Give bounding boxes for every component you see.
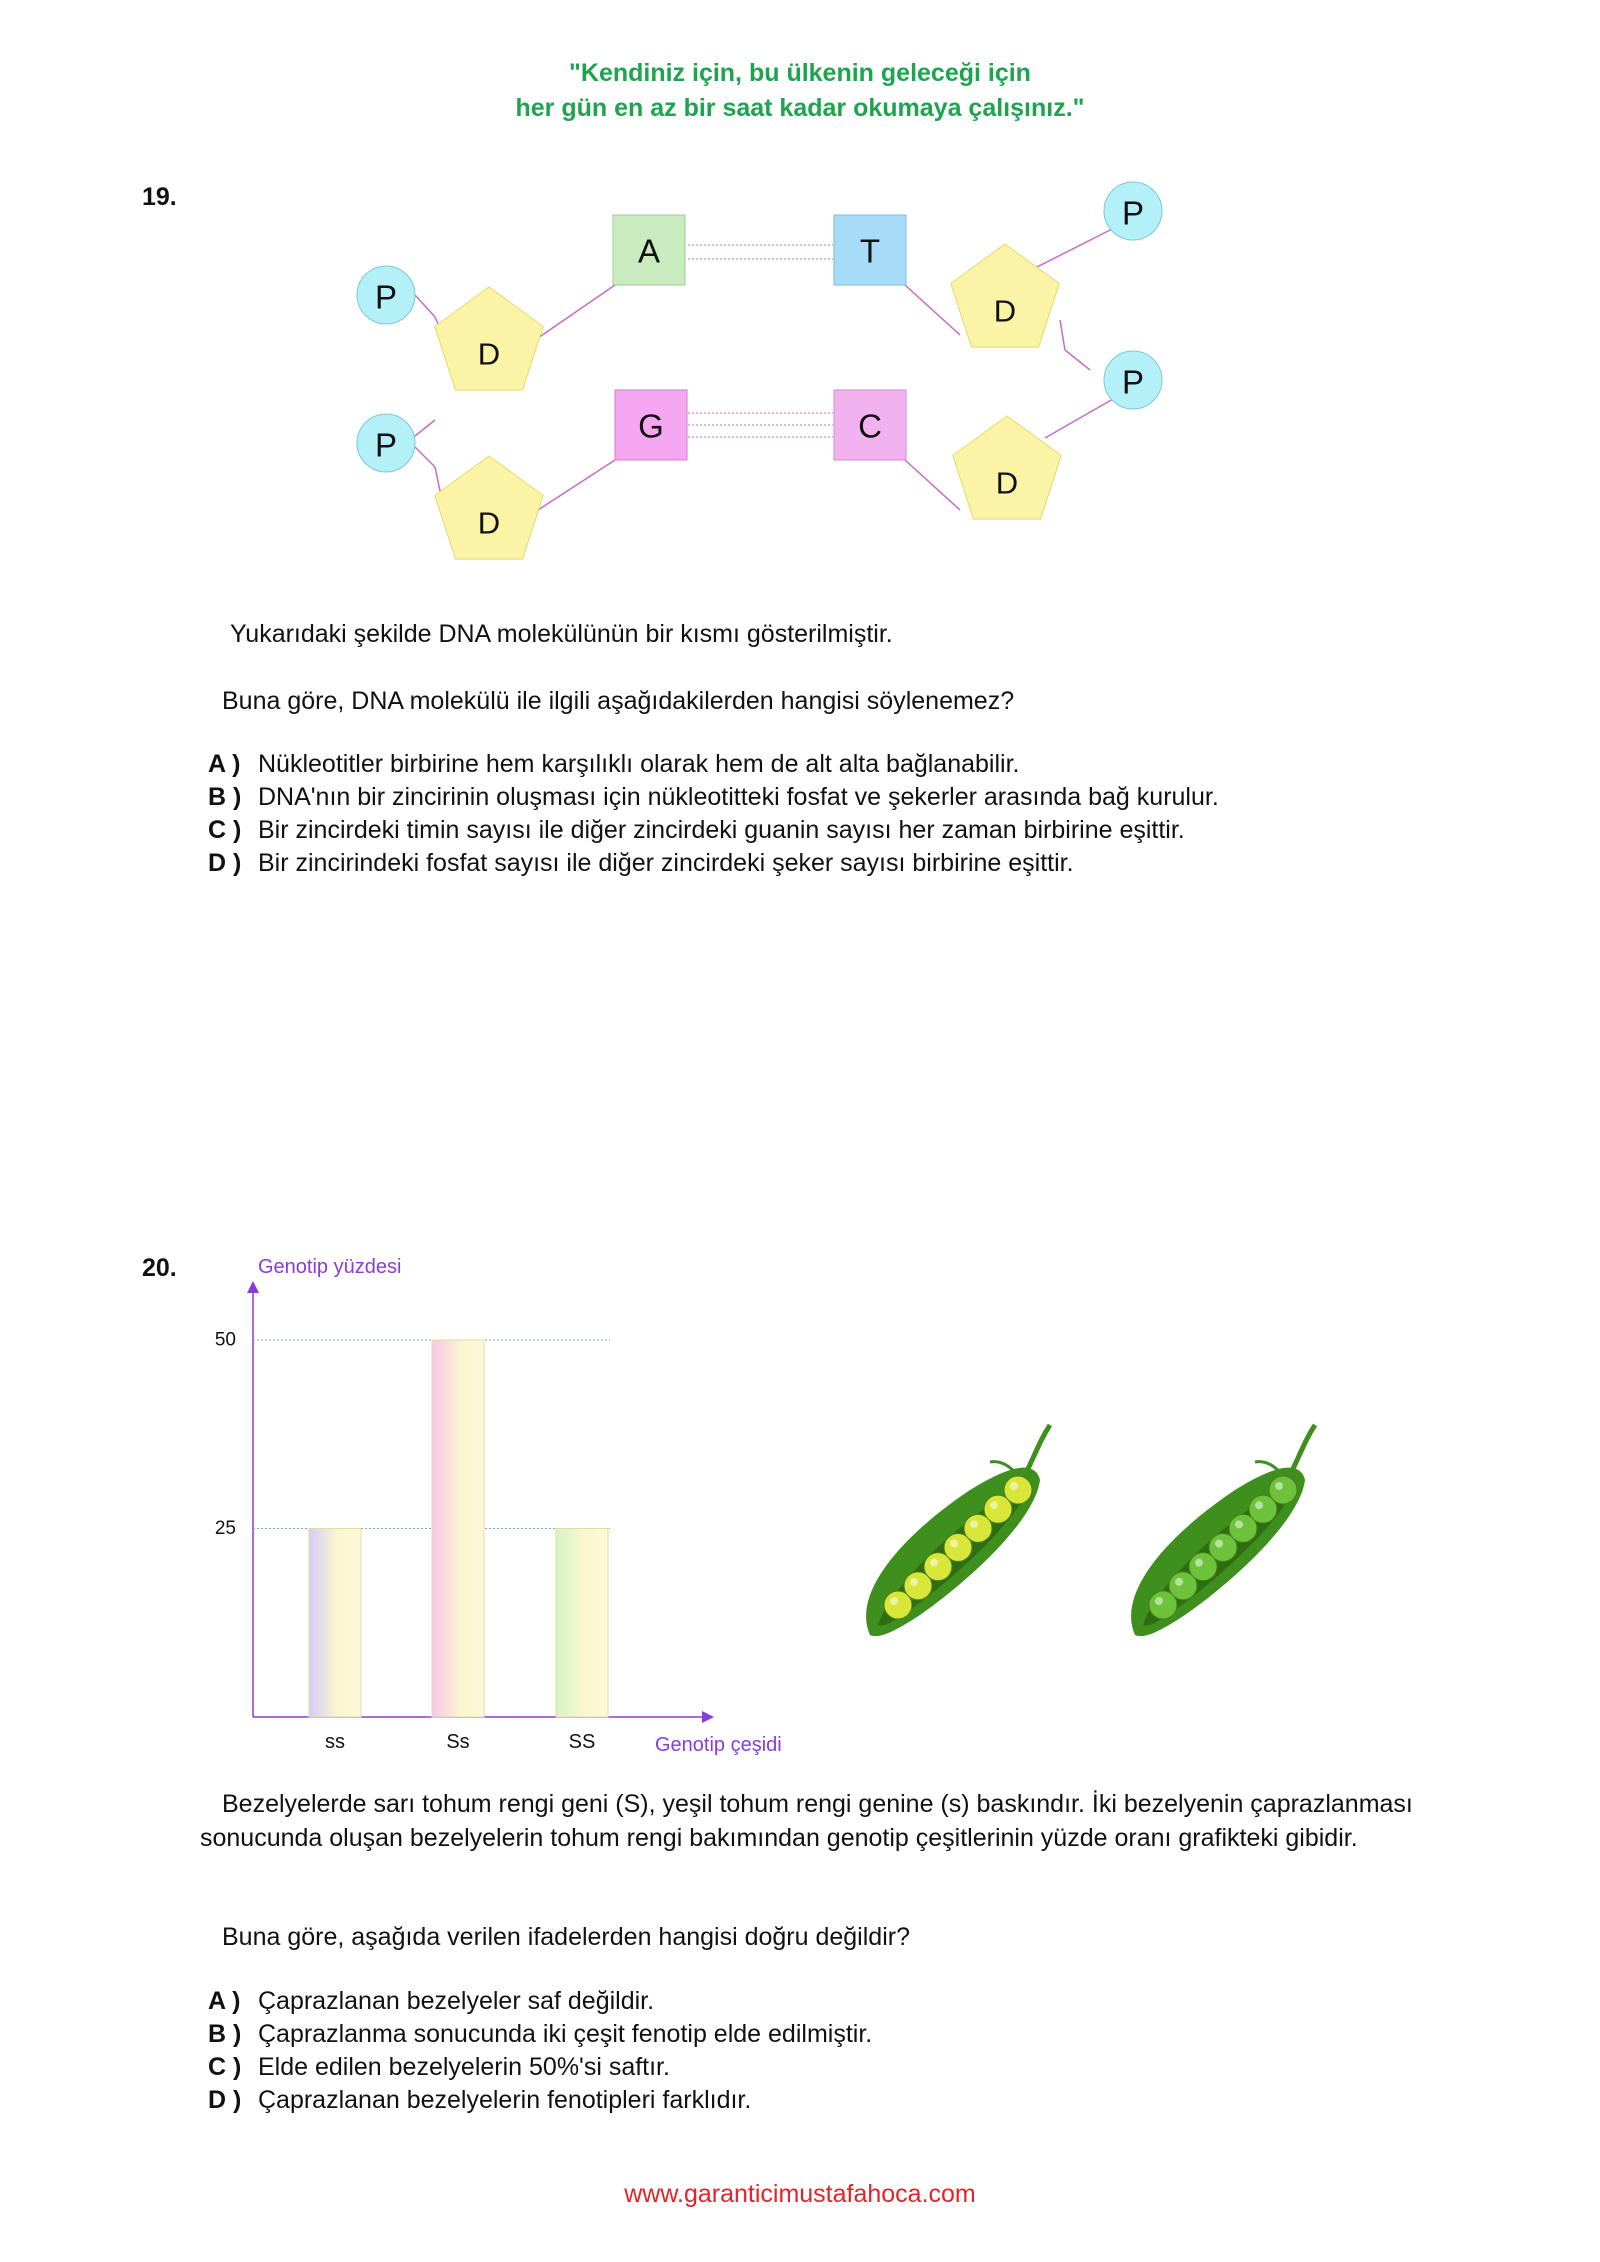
pea-highlight	[910, 1578, 918, 1586]
pea-highlight	[1235, 1520, 1243, 1528]
question-20-number: 20.	[142, 1254, 177, 1282]
pea-highlight	[1010, 1482, 1018, 1490]
pea-highlight	[1155, 1597, 1163, 1605]
pea-highlight	[1255, 1501, 1263, 1509]
x-axis-arrow	[702, 1711, 714, 1723]
x-tick-label: Ss	[446, 1731, 470, 1753]
sugar-left-top-label: D	[477, 336, 501, 372]
x-axis-label: Genotip çeşidi	[655, 1734, 782, 1756]
bond-line	[415, 295, 435, 317]
bond-line	[905, 460, 960, 510]
phosphate-right-bottom-label: P	[1121, 363, 1145, 401]
q20-option-d[interactable]: D ) Çaprazlanan bezelyelerin fenotipleri farklıdır.	[208, 2086, 752, 2114]
bar-SS	[556, 1529, 608, 1718]
question-20-stem: Buna göre, aşağıda verilen ifadelerden hangisi doğru değildir?	[222, 1923, 910, 1951]
bond-line	[538, 460, 615, 510]
bar-ss	[309, 1529, 361, 1718]
pea	[1004, 1476, 1032, 1504]
pea-highlight	[1275, 1482, 1283, 1490]
question-19-number: 19.	[142, 183, 177, 211]
pea-highlight	[930, 1559, 938, 1567]
base-g-label: G	[638, 407, 664, 445]
y-tick-label: 25	[214, 1518, 236, 1539]
pea-highlight	[990, 1501, 998, 1509]
phosphate-right-top-label: P	[1121, 194, 1145, 232]
pea-pods-illustration	[850, 1420, 1330, 1650]
q20-option-b[interactable]: B ) Çaprazlanma sonucunda iki çeşit fenotip elde edilmiştir.	[208, 2020, 873, 2048]
question-19-stem: Buna göre, DNA molekülü ile ilgili aşağıdakilerden hangisi söylenemez?	[222, 687, 1015, 715]
motivational-header	[0, 56, 1600, 126]
q19-option-b[interactable]: B ) DNA'nın bir zincirinin oluşması için nükleotitteki fosfat ve şekerler arasında bağ kurulur.	[208, 783, 1219, 811]
q20-option-c[interactable]: C ) Elde edilen bezelyelerin 50%'si saftır.	[208, 2053, 670, 2081]
y-axis-label: Genotip yüzdesi	[258, 1256, 402, 1278]
y-axis-arrow	[247, 1281, 259, 1293]
pea-highlight	[890, 1597, 898, 1605]
question-19-options	[208, 748, 1508, 880]
base-t-label: T	[859, 232, 881, 270]
yellow-peas-pod	[866, 1425, 1050, 1636]
bond-line	[1035, 225, 1120, 268]
question-20-intro: Bezelyelerde sarı tohum rengi geni (S), yeşil tohum rengi genine (s) baskındır. İki bezelyenin çaprazlanması sonucunda oluşan bezelyelerin tohum rengi bakımından genotip çeşitlerinin yüzde oranı grafikteki gibidir.	[200, 1790, 1413, 1852]
bond-line	[415, 447, 435, 467]
footer-website[interactable]: www.garanticimustafahoca.com	[624, 2180, 976, 2208]
header-line-1: "Kendiniz için, bu ülkenin geleceği için	[569, 59, 1031, 87]
base-a-label: A	[637, 232, 661, 270]
sugar-right-top-label: D	[993, 293, 1017, 329]
pea	[1269, 1476, 1297, 1504]
bar-Ss	[432, 1340, 484, 1717]
pea-highlight	[950, 1540, 958, 1548]
sugar-right-bottom-label: D	[995, 465, 1019, 501]
phosphate-left-top-label: P	[374, 278, 398, 316]
bond-line	[1065, 350, 1090, 370]
q19-option-a[interactable]: A ) Nükleotitler birbirine hem karşılıklı olarak hem de alt alta bağlanabilir.	[208, 750, 1020, 778]
green-peas-pod	[1131, 1425, 1315, 1636]
q19-option-c[interactable]: C ) Bir zincirdeki timin sayısı ile diğer zincirdeki guanin sayısı her zaman birbirine eşittir.	[208, 816, 1185, 844]
pea-highlight	[970, 1520, 978, 1528]
phosphate-left-bottom-label: P	[374, 426, 398, 464]
pod-stem	[1025, 1425, 1050, 1475]
pod-stem	[1290, 1425, 1315, 1475]
bond-line	[1060, 320, 1065, 350]
header-line-2: her gün en az bir saat kadar okumaya çalışınız."	[515, 94, 1085, 122]
genotype-bar-chart	[190, 1245, 830, 1765]
dna-diagram	[300, 160, 1200, 580]
bond-line	[1045, 395, 1120, 438]
base-c-label: C	[858, 407, 882, 445]
bond-line	[538, 285, 615, 338]
q19-option-d[interactable]: D ) Bir zincirindeki fosfat sayısı ile diğer zincirdeki şeker sayısı birbirine eşittir.	[208, 849, 1074, 877]
question-20-options	[208, 1985, 1508, 2117]
pea-highlight	[1215, 1540, 1223, 1548]
pea-highlight	[1175, 1578, 1183, 1586]
x-tick-label: SS	[568, 1731, 596, 1753]
q20-option-a[interactable]: A ) Çaprazlanan bezelyeler saf değildir.	[208, 1987, 655, 2015]
question-19-intro: Yukarıdaki şekilde DNA molekülünün bir kısmı gösterilmiştir.	[230, 620, 893, 648]
bond-line	[905, 285, 960, 335]
y-tick-label: 50	[214, 1329, 236, 1351]
x-tick-label: ss	[325, 1731, 345, 1753]
sugar-left-bottom-label: D	[477, 505, 501, 541]
pea-highlight	[1195, 1559, 1203, 1567]
